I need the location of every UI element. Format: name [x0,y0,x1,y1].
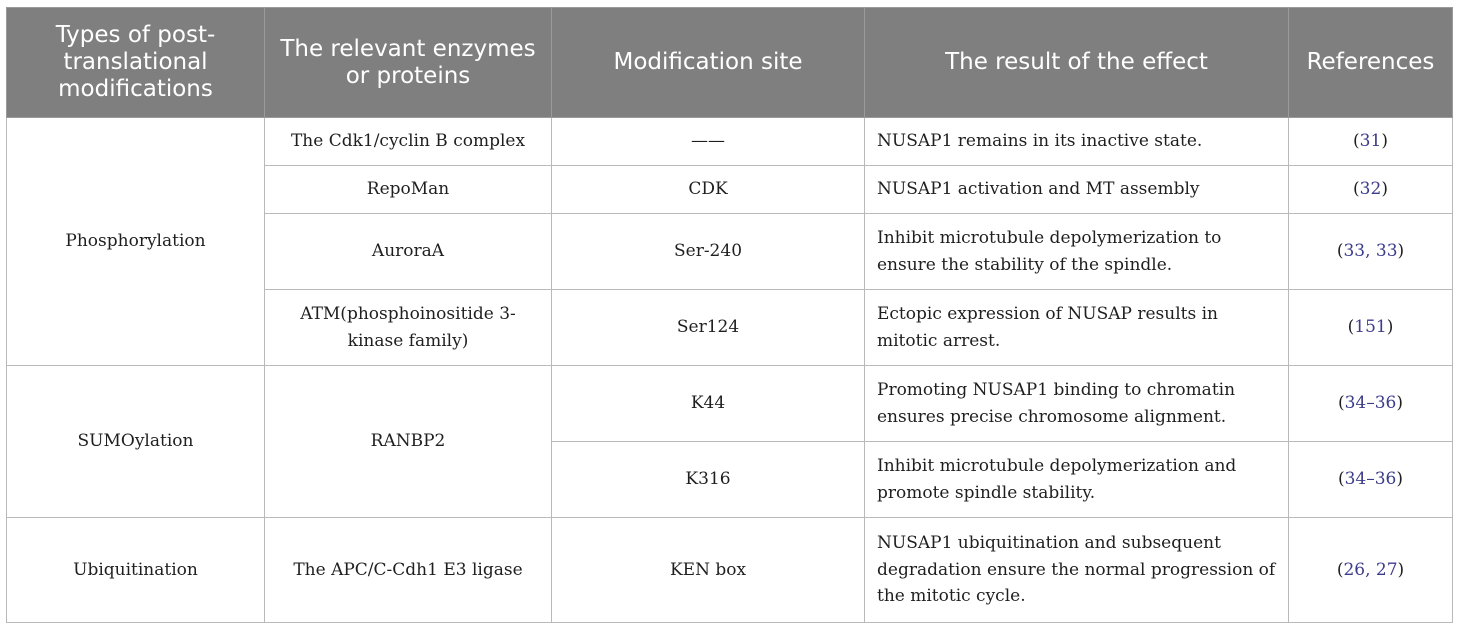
reference-cell: (33, 33) [1289,214,1453,290]
enzyme-cell: The APC/C-Cdh1 E3 ligase [265,518,552,623]
effect-cell: NUSAP1 ubiquitination and subsequent degradation ensure the normal progression of the mitotic cycle. [865,518,1289,623]
effect-cell: Ectopic expression of NUSAP results in mitotic arrest. [865,290,1289,366]
enzyme-cell: ATM(phosphoinositide 3-kinase family) [265,290,552,366]
effect-cell: Inhibit microtubule depolymerization to ensure the stability of the spindle. [865,214,1289,290]
header-modification-site: Modification site [552,8,865,118]
header-row [7,8,1453,118]
reference-cell: (34–36) [1289,442,1453,518]
header-result: The result of the effect [865,8,1289,118]
table-row [7,518,1453,623]
site-cell: K44 [552,366,865,442]
reference-cell: (31) [1289,118,1453,166]
reference-link[interactable]: 31 [1359,131,1382,152]
site-cell: Ser124 [552,290,865,366]
reference-link[interactable]: 151 [1354,317,1387,338]
effect-cell: Promoting NUSAP1 binding to chromatin ensures precise chromosome alignment. [865,366,1289,442]
site-cell: CDK [552,166,865,214]
reference-link[interactable]: 32 [1359,179,1382,200]
effect-cell: Inhibit microtubule depolymerization and promote spindle stability. [865,442,1289,518]
reference-cell: (151) [1289,290,1453,366]
site-cell: K316 [552,442,865,518]
enzyme-cell: The Cdk1/cyclin B complex [265,118,552,166]
effect-cell: NUSAP1 activation and MT assembly [865,166,1289,214]
table-row [7,118,1453,166]
reference-cell: (32) [1289,166,1453,214]
header-enzymes: The relevant enzymes or proteins [265,8,552,118]
site-cell: —— [552,118,865,166]
header-ptm-type: Types of post-translational modifications [7,8,265,118]
site-cell: Ser-240 [552,214,865,290]
ptm-type-cell: Ubiquitination [7,518,265,623]
enzyme-cell: RepoMan [265,166,552,214]
ptm-table [6,7,1453,623]
reference-link[interactable]: 33, 33 [1343,241,1398,262]
reference-link[interactable]: 26, 27 [1343,559,1398,580]
header-references: References [1289,8,1453,118]
effect-cell: NUSAP1 remains in its inactive state. [865,118,1289,166]
ptm-type-cell: SUMOylation [7,366,265,518]
reference-link[interactable]: 34–36 [1344,469,1397,490]
table-row [7,366,1453,442]
ptm-type-cell: Phosphorylation [7,118,265,366]
reference-cell: (34–36) [1289,366,1453,442]
site-cell: KEN box [552,518,865,623]
reference-link[interactable]: 34–36 [1344,393,1397,414]
enzyme-cell: AuroraA [265,214,552,290]
reference-cell: (26, 27) [1289,518,1453,623]
enzyme-cell: RANBP2 [265,366,552,518]
